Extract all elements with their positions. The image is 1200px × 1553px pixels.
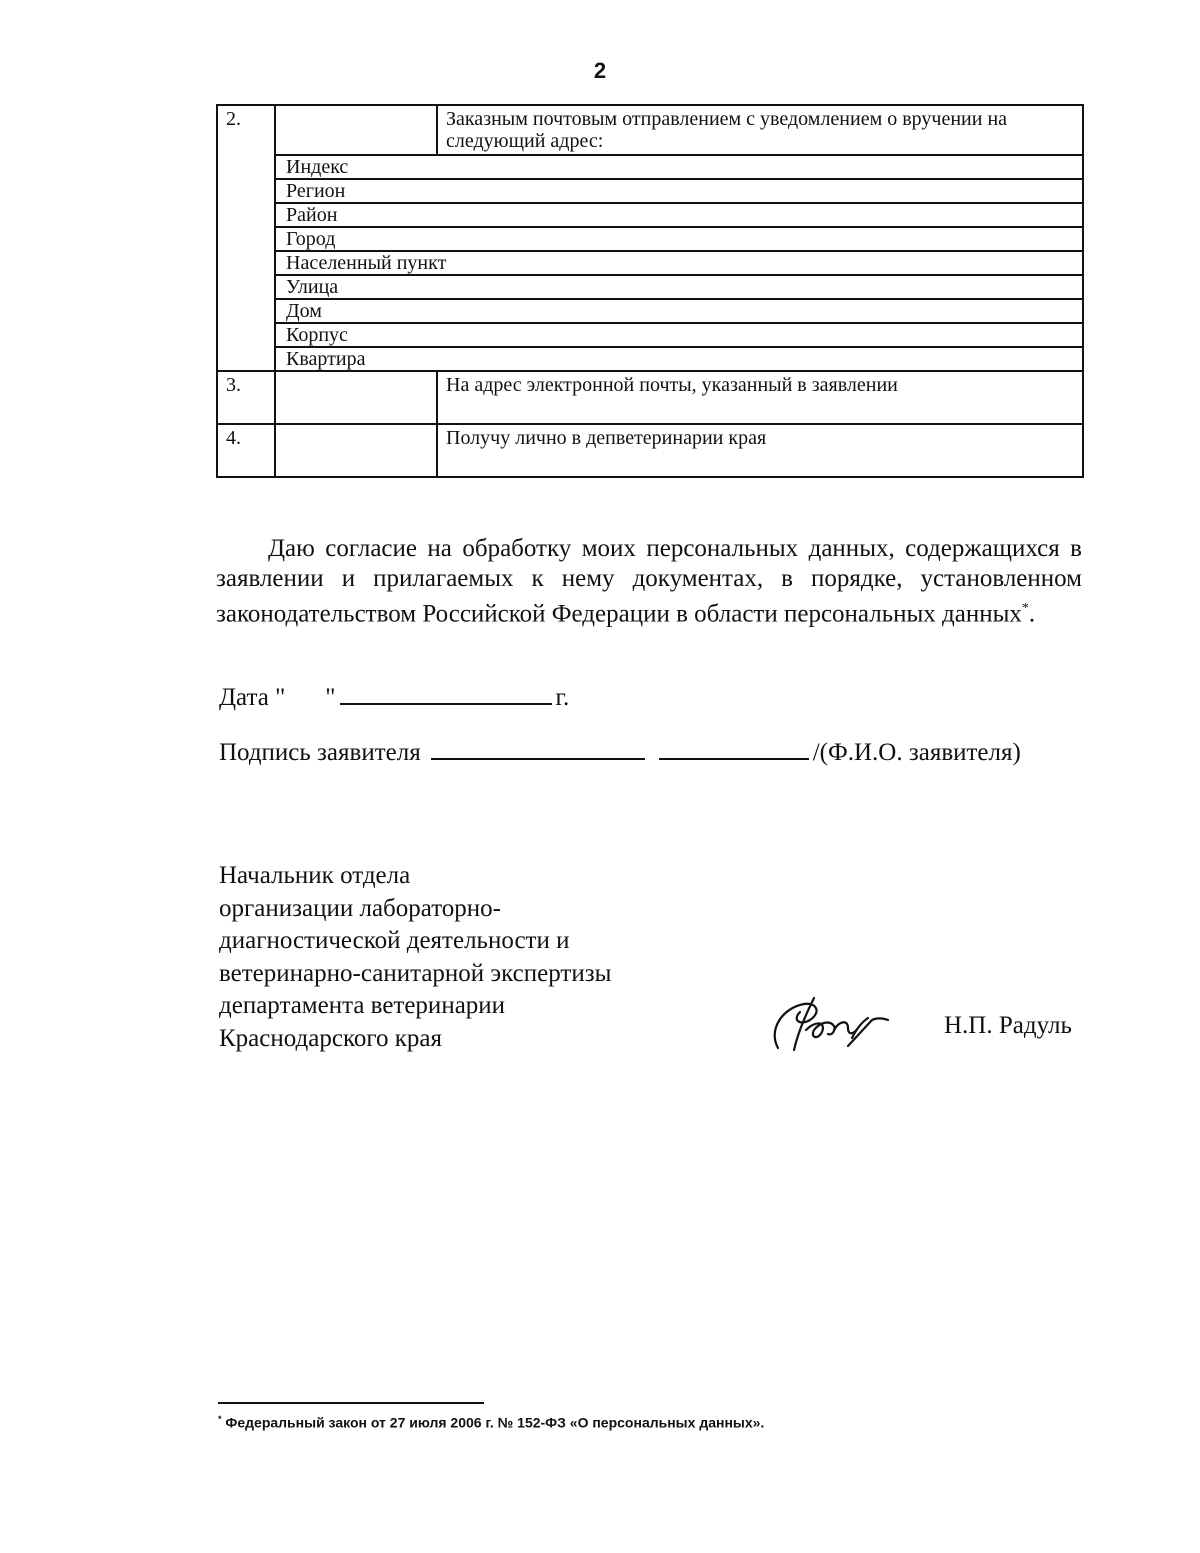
signer-name: Н.П. Радуль	[944, 1012, 1072, 1039]
official-title-line: диагностической деятельности и	[219, 927, 570, 955]
checkbox-cell[interactable]	[275, 105, 437, 155]
handwritten-signature	[764, 990, 894, 1060]
address-field-index[interactable]: Индекс	[275, 155, 1083, 179]
address-field-row	[217, 299, 1083, 323]
footnote-text: Федеральный закон от 27 июля 2006 г. № 152-ФЗ «О персональных данных».	[225, 1414, 765, 1431]
address-field-row	[217, 203, 1083, 227]
footnote-marker: *	[1021, 601, 1029, 616]
address-field-row	[217, 275, 1083, 299]
signature-label: Подпись заявителя	[219, 739, 421, 766]
address-field-settlement[interactable]: Населенный пункт	[275, 251, 1083, 275]
official-title-line: Начальник отдела	[219, 862, 411, 889]
table-row	[217, 105, 1083, 155]
footnote-mark: *	[218, 1414, 222, 1424]
checkbox-cell[interactable]	[275, 371, 437, 424]
consent-text: Даю согласие на обработку моих персональных данных, содержащихся в заявлении и прилагаемых к нему документах, в порядке, установленном законодательством Российской Федерации в области персональных данных	[216, 535, 1082, 628]
address-field-house[interactable]: Дом	[275, 299, 1083, 323]
consent-end: .	[1028, 600, 1036, 628]
delivery-method-table	[216, 104, 1084, 478]
address-field-row	[217, 251, 1083, 275]
delivery-option-text: На адрес электронной почты, указанный в заявлении	[437, 371, 1083, 424]
delivery-option-text: Получу лично в депветеринарии края	[437, 424, 1083, 477]
signature-blank[interactable]	[431, 738, 645, 760]
date-line	[219, 683, 569, 712]
address-field-row	[217, 347, 1083, 371]
address-field-row	[217, 227, 1083, 251]
date-label: Дата "	[219, 684, 286, 711]
address-field-apartment[interactable]: Квартира	[275, 347, 1083, 371]
table-row	[217, 424, 1083, 477]
date-quote: "	[325, 684, 336, 711]
footnote	[218, 1414, 764, 1431]
address-field-row	[217, 155, 1083, 179]
checkbox-cell[interactable]	[275, 424, 437, 477]
signature-suffix: /(Ф.И.О. заявителя)	[812, 739, 1021, 766]
address-field-district[interactable]: Район	[275, 203, 1083, 227]
fullname-blank[interactable]	[659, 738, 809, 760]
date-blank[interactable]	[340, 683, 552, 705]
address-field-region[interactable]: Регион	[275, 179, 1083, 203]
signature-line	[219, 738, 1021, 767]
date-suffix: г.	[555, 684, 570, 711]
delivery-option-text: Заказным почтовым отправлением с уведомлением о вручении на следующий адрес:	[437, 105, 1083, 155]
official-title-line: Краснодарского края	[219, 1024, 442, 1052]
official-title-line: ветеринарно-санитарной экспертизы	[219, 959, 612, 987]
address-field-street[interactable]: Улица	[275, 275, 1083, 299]
consent-paragraph	[216, 534, 1082, 629]
row-number: 2.	[217, 105, 275, 371]
row-number: 3.	[217, 371, 275, 424]
address-field-row	[217, 179, 1083, 203]
row-number: 4.	[217, 424, 275, 477]
official-title	[219, 860, 611, 1056]
page-number: 2	[593, 58, 607, 83]
address-field-city[interactable]: Город	[275, 227, 1083, 251]
address-field-row	[217, 323, 1083, 347]
footnote-divider	[218, 1402, 484, 1404]
address-field-building[interactable]: Корпус	[275, 323, 1083, 347]
official-title-line: организации лабораторно-	[219, 894, 502, 922]
official-title-line: департамента ветеринарии	[219, 992, 506, 1020]
table-row	[217, 371, 1083, 424]
